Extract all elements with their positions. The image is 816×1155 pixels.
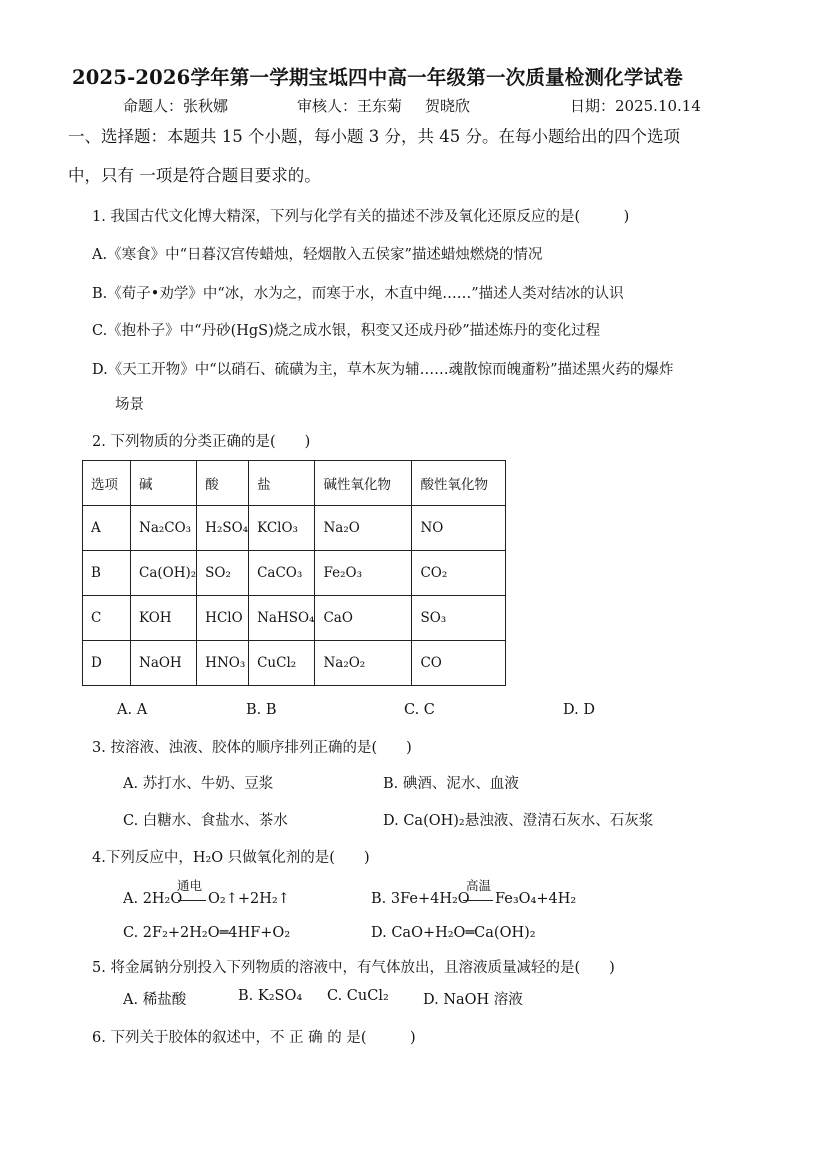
q1-stem: 1. 我国古代文化博大精深，下列与化学有关的描述不涉及氧化还原反应的是( ) bbox=[92, 209, 630, 225]
table-cell: Na₂CO₃ bbox=[131, 506, 197, 551]
table-cell: SO₂ bbox=[197, 551, 249, 596]
table-header-cell: 选项 bbox=[83, 461, 131, 506]
q6-stem: 6. 下列关于胶体的叙述中，不 正 确 的 是( ) bbox=[92, 1030, 416, 1046]
q5-option-c: C. CuCl₂ bbox=[327, 988, 389, 1004]
q2-option-c: C. C bbox=[404, 702, 435, 718]
q2-option-b: B. B bbox=[246, 702, 277, 718]
section-instructions-line1: 一、选择题：本题共 15 个小题，每小题 3 分，共 45 分。在每小题给出的四个选项 bbox=[68, 127, 680, 146]
table-cell: D bbox=[83, 641, 131, 686]
q4-option-d: D. CaO+H₂O═Ca(OH)₂ bbox=[371, 925, 536, 941]
q4-stem: 4.下列反应中，H₂O 只做氧化剂的是( ) bbox=[92, 850, 370, 866]
author-label: 命题人：张秋娜 bbox=[123, 97, 229, 115]
table-header-cell: 碱性氧化物 bbox=[315, 461, 412, 506]
table-cell: H₂SO₄ bbox=[197, 506, 249, 551]
table-cell: KOH bbox=[131, 596, 197, 641]
reviewer-label: 审核人：王东菊 bbox=[297, 97, 403, 115]
q5-stem: 5. 将金属钠分别投入下列物质的溶液中，有气体放出，且溶液质量减轻的是( ) bbox=[92, 960, 615, 976]
section-instructions-line2: 中，只有 一项是符合题目要求的。 bbox=[68, 166, 321, 185]
exam-title: 2025-2026学年第一学期宝坻四中高一年级第一次质量检测化学试卷 bbox=[72, 66, 683, 89]
q4-b-equals-bar bbox=[463, 898, 493, 901]
q4-option-a-right: O₂↑+2H₂↑ bbox=[208, 891, 290, 907]
q1-option-a: A.《寒食》中“日暮汉宫传蜡烛，轻烟散入五侯家”描述蜡烛燃烧的情况 bbox=[92, 247, 543, 263]
classification-table bbox=[82, 460, 506, 686]
table-cell: CaO bbox=[315, 596, 412, 641]
table-cell: Ca(OH)₂ bbox=[131, 551, 197, 596]
table-cell: Fe₂O₃ bbox=[315, 551, 412, 596]
table-cell: NO bbox=[412, 506, 506, 551]
table-cell: A bbox=[83, 506, 131, 551]
q5-option-d: D. NaOH 溶液 bbox=[423, 992, 523, 1008]
q3-option-d: D. Ca(OH)₂悬浊液、澄清石灰水、石灰浆 bbox=[383, 813, 654, 829]
table-cell: C bbox=[83, 596, 131, 641]
table-cell: CO₂ bbox=[412, 551, 506, 596]
date-label: 日期：2025.10.14 bbox=[570, 97, 701, 115]
table-cell: CaCO₃ bbox=[249, 551, 315, 596]
table-cell: Na₂O₂ bbox=[315, 641, 412, 686]
table-header-cell: 碱 bbox=[131, 461, 197, 506]
table-cell: KClO₃ bbox=[249, 506, 315, 551]
q4-option-a-left: A. 2H₂O bbox=[123, 891, 183, 907]
table-cell: Na₂O bbox=[315, 506, 412, 551]
table-row bbox=[83, 506, 506, 551]
q4-a-equals-bar bbox=[178, 898, 206, 901]
table-cell: HNO₃ bbox=[197, 641, 249, 686]
table-row bbox=[83, 551, 506, 596]
q1-option-d-cont: 场景 bbox=[115, 397, 144, 413]
table-cell: CuCl₂ bbox=[249, 641, 315, 686]
q2-option-d: D. D bbox=[563, 702, 595, 718]
q1-option-c: C.《抱朴子》中“丹砂(HgS)烧之成水银，积变又还成丹砂”描述炼丹的变化过程 bbox=[92, 323, 601, 339]
q5-option-b: B. K₂SO₄ bbox=[238, 988, 303, 1004]
table-row bbox=[83, 641, 506, 686]
table-cell: NaHSO₄ bbox=[249, 596, 315, 641]
table-cell: CO bbox=[412, 641, 506, 686]
table-header-cell: 酸 bbox=[197, 461, 249, 506]
q1-option-b: B.《荀子•劝学》中“冰，水为之，而寒于水，木直中绳……”描述人类对结冰的认识 bbox=[92, 286, 624, 302]
q2-option-a: A. A bbox=[117, 702, 148, 718]
reviewer2-label: 贺晓欣 bbox=[425, 97, 471, 115]
q4-option-b-left: B. 3Fe+4H₂O bbox=[371, 891, 470, 907]
q4-option-b-right: Fe₃O₄+4H₂ bbox=[495, 891, 577, 907]
q3-stem: 3. 按溶液、浊液、胶体的顺序排列正确的是( ) bbox=[92, 740, 412, 756]
table-cell: HClO bbox=[197, 596, 249, 641]
q4-a-condition: 通电 bbox=[177, 878, 203, 893]
q4-option-c: C. 2F₂+2H₂O═4HF+O₂ bbox=[123, 925, 291, 941]
table-cell: B bbox=[83, 551, 131, 596]
table-row bbox=[83, 596, 506, 641]
table-cell: SO₃ bbox=[412, 596, 506, 641]
table-header-cell: 酸性氧化物 bbox=[412, 461, 506, 506]
q1-option-d: D.《天工开物》中“以硝石、硫磺为主，草木灰为辅……魂散惊而魄齑粉”描述黑火药的爆炸 bbox=[92, 362, 674, 378]
table-cell: NaOH bbox=[131, 641, 197, 686]
q2-stem: 2. 下列物质的分类正确的是( ) bbox=[92, 434, 311, 450]
q3-option-a: A. 苏打水、牛奶、豆浆 bbox=[123, 776, 274, 792]
q3-option-b: B. 碘酒、泥水、血液 bbox=[383, 776, 519, 792]
q5-option-a: A. 稀盐酸 bbox=[123, 992, 187, 1008]
q4-b-condition: 高温 bbox=[466, 878, 492, 893]
table-header-cell: 盐 bbox=[249, 461, 315, 506]
q3-option-c: C. 白糖水、食盐水、茶水 bbox=[123, 813, 288, 829]
table-header-row bbox=[83, 461, 506, 506]
